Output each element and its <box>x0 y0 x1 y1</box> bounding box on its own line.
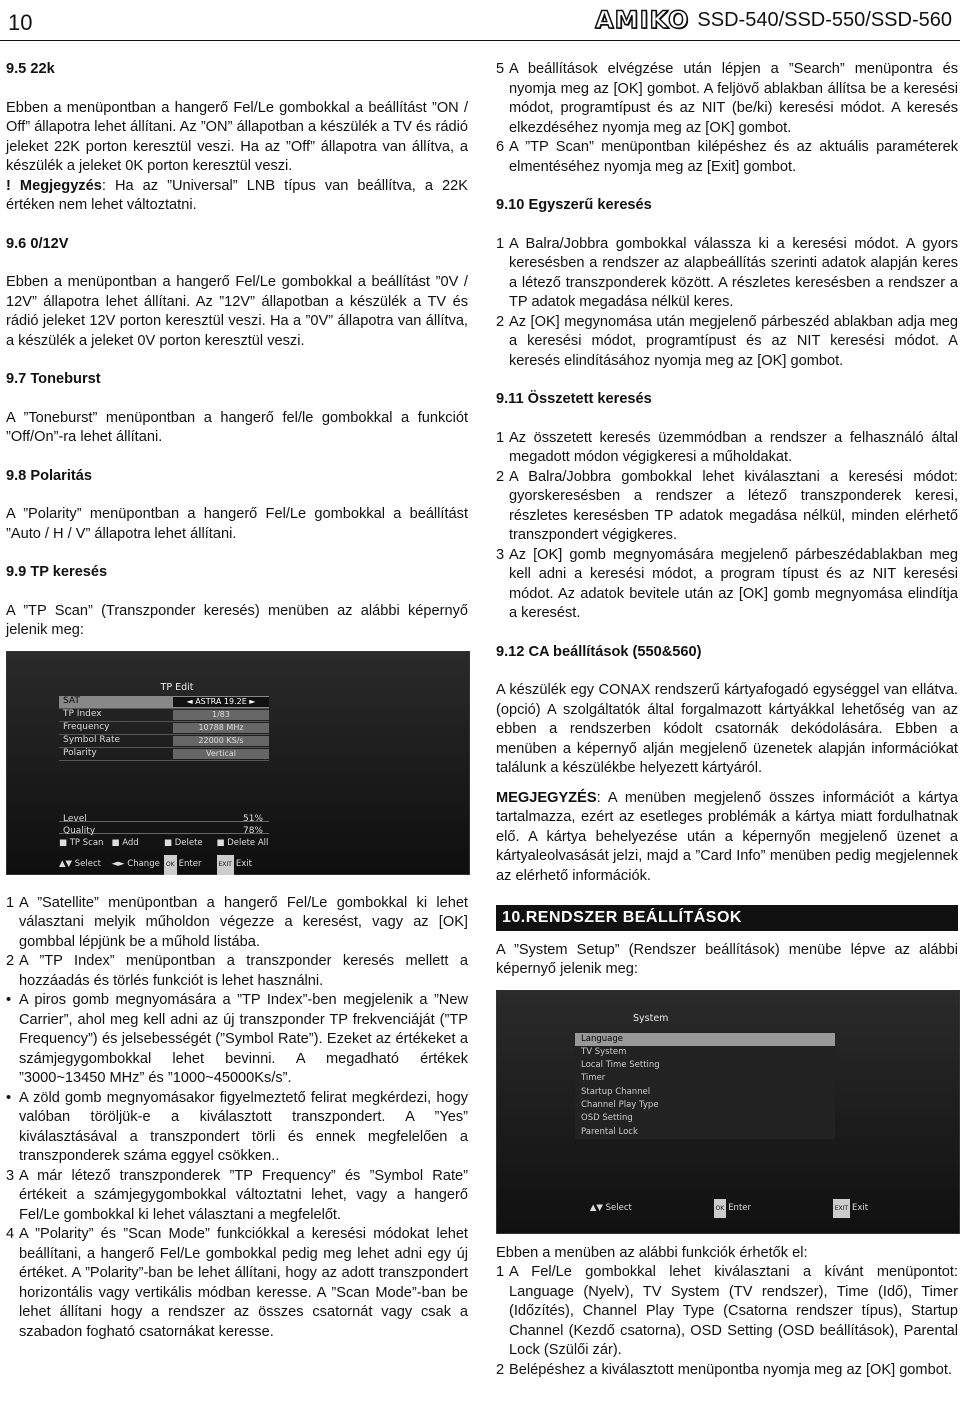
menu-item-channel-play-type: Channel Play Type <box>581 1099 659 1110</box>
field-row-sat: SAT ◄ ASTRA 19.2E ► <box>59 696 269 709</box>
level-meter: Level 51% <box>59 810 269 822</box>
section-10-functions-intro: Ebben a menüben az alábbi funkciók érhetők el: <box>496 1244 808 1261</box>
field-row-symbol-rate: Symbol Rate 22000 KS/s <box>59 735 269 748</box>
field-row-polarity: Polarity Vertical <box>59 748 269 761</box>
list-item: • A piros gomb megnyomására a ”TP Index”-ben megjelenik a ”New Carrier”, ahol meg kell adni az új transzponder TP frekvenciáját (”TP Frequency”) és jelsebességét (”Symbol Rate”). Ezeket az értékeket a számjegygombokkal lehet bevinni. A megadható értékek ”3000~13450 MHz” és ”1000~45000Ks/s”. <box>6 992 468 1086</box>
brand-logo: AMIKO <box>595 6 690 34</box>
section-9-11-title: 9.11 Összetett keresés <box>496 391 652 407</box>
quality-meter: Quality 78% <box>59 822 269 834</box>
key-enter: OK Enter <box>164 855 217 875</box>
section-9-5-title: 9.5 22k <box>6 61 55 77</box>
tp-scan-steps <box>6 894 468 1343</box>
menu-item-startup-channel: Startup Channel <box>581 1086 651 1097</box>
left-column <box>6 60 468 1342</box>
section-9-12-text: A készülék egy CONAX rendszerű kártyafogadó egységgel van ellátva. (opció) A szolgáltatók által forgalmazott kártyákkal lehetőség van az ebben a rendszerben kódolt csatornák dekódolására. Ebben a menüben a képernyő alján megjelenő üzenetek alapján információkat találunk a készülékbe helyezett kártyáról. <box>496 682 958 776</box>
list-item: 2 A Balra/Jobbra gombokkal lehet kiválasztani a keresési módot: gyorskeresésben a rendszer a létező transzponderek keresi, részletes keresésben TP adatok megadása nélkül, minden elérhető transzpondert végigkeres. <box>496 468 958 543</box>
system-menu-screenshot <box>496 990 960 1234</box>
list-item: 6 A ”TP Scan” menüpontban kilépéshez és az aktuális paraméterek elmentéséhez nyomja meg az [Exit] gombot. <box>496 139 958 175</box>
list-item: 2 Az [OK] megynomása után megjelenő párbeszéd ablakban adja meg a keresési módot, programtípust és az NIT keresési módot. A keresés elindításához nyomja meg az [OK] gombot. <box>496 313 958 369</box>
note-label: Megjegyzés <box>19 177 102 194</box>
page-number: 10 <box>8 10 33 35</box>
key-enter: OK Enter <box>714 1199 752 1219</box>
model-names: SSD-540/SSD-550/SSD-560 <box>697 8 952 31</box>
warning-icon: ! <box>6 177 11 194</box>
tp-edit-key-legend <box>59 834 269 875</box>
list-item: 3 A már létező transzponderek ”TP Frequency” és ”Symbol Rate” értékeit a számjegygombokkal változtatni lehet, vagy a hangerő Fel/Le gombokkal ki lehet választani a megfelelőt. <box>6 1167 468 1223</box>
menu-item-tv-system: TV System <box>581 1046 627 1057</box>
section-9-10-title: 9.10 Egyszerű keresés <box>496 197 652 213</box>
menu-item-timer: Timer <box>581 1073 606 1084</box>
key-select: ▲▼ Select <box>589 1202 632 1213</box>
note-text: : Ha az ”Universal” LNB típus van beállítva, a 22K értéken nem lehet változtatni. <box>6 177 468 213</box>
field-row-frequency: Frequency 10788 MHz <box>59 722 269 735</box>
list-item: 1 A Fel/Le gombokkal lehet kiválasztani a kívánt menüpontot: Language (Nyelv), TV System (TV rendszer), Time (Idő), Timer (Időzítés), Channel Play Type (Csatorna rendszer típus), Startup Channel (Kezdő csatorna), OSD Setting (OSD beállítások), Parental Lock (Szülői zár). <box>496 1264 958 1358</box>
system-key-legend <box>549 1199 909 1219</box>
tp-edit-screenshot <box>6 651 470 875</box>
key-tp-scan: ■ TP Scan <box>59 837 104 848</box>
tp-edit-fields <box>59 696 269 761</box>
section-9-6-text: Ebben a menüpontban a hangerő Fel/Le gombokkal a beállítást ”0V / 12V” állapotra lehet állítani. Az ”12V” állapotban a készülék a TV és rádió jeleket 12V porton keresztül veszi. Ha a ”0V” állapotra van állítva, a készülék a jeleket 0V porton keresztül veszi. <box>6 274 468 349</box>
menu-item-language: Language <box>575 1033 835 1046</box>
note-label: MEGJEGYZÉS <box>496 789 597 806</box>
section-10-title: 10.RENDSZER BEÁLLÍTÁSOK <box>496 905 958 931</box>
section-9-12-note <box>496 789 958 887</box>
key-delete: ■ Delete <box>164 837 203 848</box>
tp-scan-steps-continued <box>496 60 958 177</box>
simple-search-steps <box>496 235 958 372</box>
list-item: 1 Az összetett keresés üzemmódban a rendszer a felhasználó által megadott módon végigkeresi a műholdakat. <box>496 429 958 465</box>
advanced-search-steps <box>496 429 958 624</box>
right-column <box>496 60 958 1380</box>
list-item: 1 A ”Satellite” menüpontban a hangerő Fel/Le gombokkal ki lehet választani melyik műholdon végezze a keresést, vagy az [OK] gombbal lépjünk be a műhold listába. <box>6 894 468 950</box>
section-9-6-title: 9.6 0/12V <box>6 235 69 252</box>
list-item: • A zöld gomb megnyomásakor figyelmeztető felirat megkérdezi, hogy valóban töröljük-e a kiválasztott transzpondert. A ”Yes” kiválasztásával a transzpondert törli és ennek megfelelően a transzponderek száma eggyel csökken.. <box>6 1089 468 1164</box>
key-add: ■ Add <box>111 837 139 848</box>
tp-edit-title: TP Edit <box>160 681 194 693</box>
section-9-8-title: 9.8 Polaritás <box>6 467 92 484</box>
list-item: 3 Az [OK] gomb megnyomására megjelenő párbeszédablakban meg kell adni a keresési módot, a program típust és az NIT keresési módot. Az adatok bevitele után az [OK] gomb megnyomása elindítja a keresést. <box>496 546 958 621</box>
menu-item-osd-setting: OSD Setting <box>581 1113 633 1124</box>
list-item: 2 A ”TP Index” menüpontban a transzponder keresés mellett a hozzáadás és törlés funkciót is lehet használni. <box>6 953 468 989</box>
list-item: 4 A ”Polarity” és ”Scan Mode” funkciókkal a keresési módokat lehet beállítani, a hangerő Fel/Le gombokkal pedig meg lehet adni egy új értéket. A ”Polarity”-ban be lehet állítani, hogy az adott transzpondert horizontális vagy vertikális módban keresse. A ”Scan Mode”-ban be lehet állítani hogy a rendszer az összes csatornát vagy csak a szabadon fogható csatornákat keresse. <box>6 1226 468 1340</box>
section-9-8-text: A ”Polarity” menüpontban a hangerő Fel/Le gombokkal a beállítást ”Auto / H / V” állapotra lehet állítani. <box>6 506 468 542</box>
list-item: 1 A Balra/Jobbra gombokkal válassza ki a keresési módot. A gyors keresésben a rendszer az alapbeállítás szerinti adatok alapján keres a létező transzponderek között. A részletes keresésben a rendszer a TP adatok megadása nélkül keres. <box>496 235 958 310</box>
system-menu-list <box>575 1033 835 1139</box>
page-header <box>0 0 960 44</box>
list-item: 5 A beállítások elvégzése után lépjen a ”Search” menüpontra és nyomja meg az [OK] gombot. A feljövő ablakban állítsa be a keresési módot, programtípust és az NIT (be/ki) keresési módot. A keresés elkezdéséhez nyomja meg az [OK] gombot. <box>496 61 958 136</box>
menu-item-local-time: Local Time Setting <box>581 1060 660 1071</box>
list-item: 2 Belépéshez a kiválasztott menüpontba nyomja meg az [OK] gombot. <box>496 1361 952 1378</box>
section-9-5-text: Ebben a menüpontban a hangerő Fel/Le gombokkal a beállítást ”ON / Off” állapotra lehet állítani. Az ”ON” állapotban a készülék a TV és rádió jeleket 22K porton keresztül veszi. Ha az ”Off” állapotra van állítva, a készülék a jeleket 0K porton keresztül veszi. <box>6 99 468 174</box>
key-exit: EXIT Exit <box>833 1199 868 1219</box>
brand-block <box>595 6 952 34</box>
system-setup-steps <box>496 1263 958 1380</box>
signal-meters <box>59 810 269 834</box>
header-rule <box>0 40 960 41</box>
section-9-9-text: A ”TP Scan” (Transzponder keresés) menüben az alábbi képernyő jelenik meg: <box>6 602 468 638</box>
section-9-9-title: 9.9 TP keresés <box>6 564 108 580</box>
section-9-7-text: A ”Toneburst” menüpontban a hangerő fel/le gombokkal a funkciót ”Off/On”-ra lehet állítani. <box>6 409 468 445</box>
field-row-tp-index: TP Index 1/83 <box>59 709 269 722</box>
section-10-text: A ”System Setup” (Rendszer beállítások) menübe lépve az alábbi képernyő jelenik meg: <box>496 941 958 977</box>
note-text: : A menüben megjelenő összes információt a kártya tartalmazza, ezért az esetleges problémák a kártya miatt fordulhatnak elő. A kártya behelyezése után a képernyőn megjelenő üzenet a kártyaleolvasását jelzi, majd a ”Card Info” menüben pedig megjelennek az elérhető információk. <box>496 789 958 884</box>
key-change: ◄► Change <box>111 859 160 869</box>
section-9-12-title: 9.12 CA beállítások (550&560) <box>496 643 702 660</box>
section-9-5-note <box>6 177 468 216</box>
key-delete-all: ■ Delete All <box>216 837 269 848</box>
system-menu-title: System <box>633 1012 669 1024</box>
key-select: ▲▼ Select <box>59 859 102 869</box>
menu-item-parental-lock: Parental Lock <box>581 1126 638 1137</box>
key-exit: EXIT Exit <box>217 855 270 875</box>
section-9-7-title: 9.7 Toneburst <box>6 371 101 387</box>
